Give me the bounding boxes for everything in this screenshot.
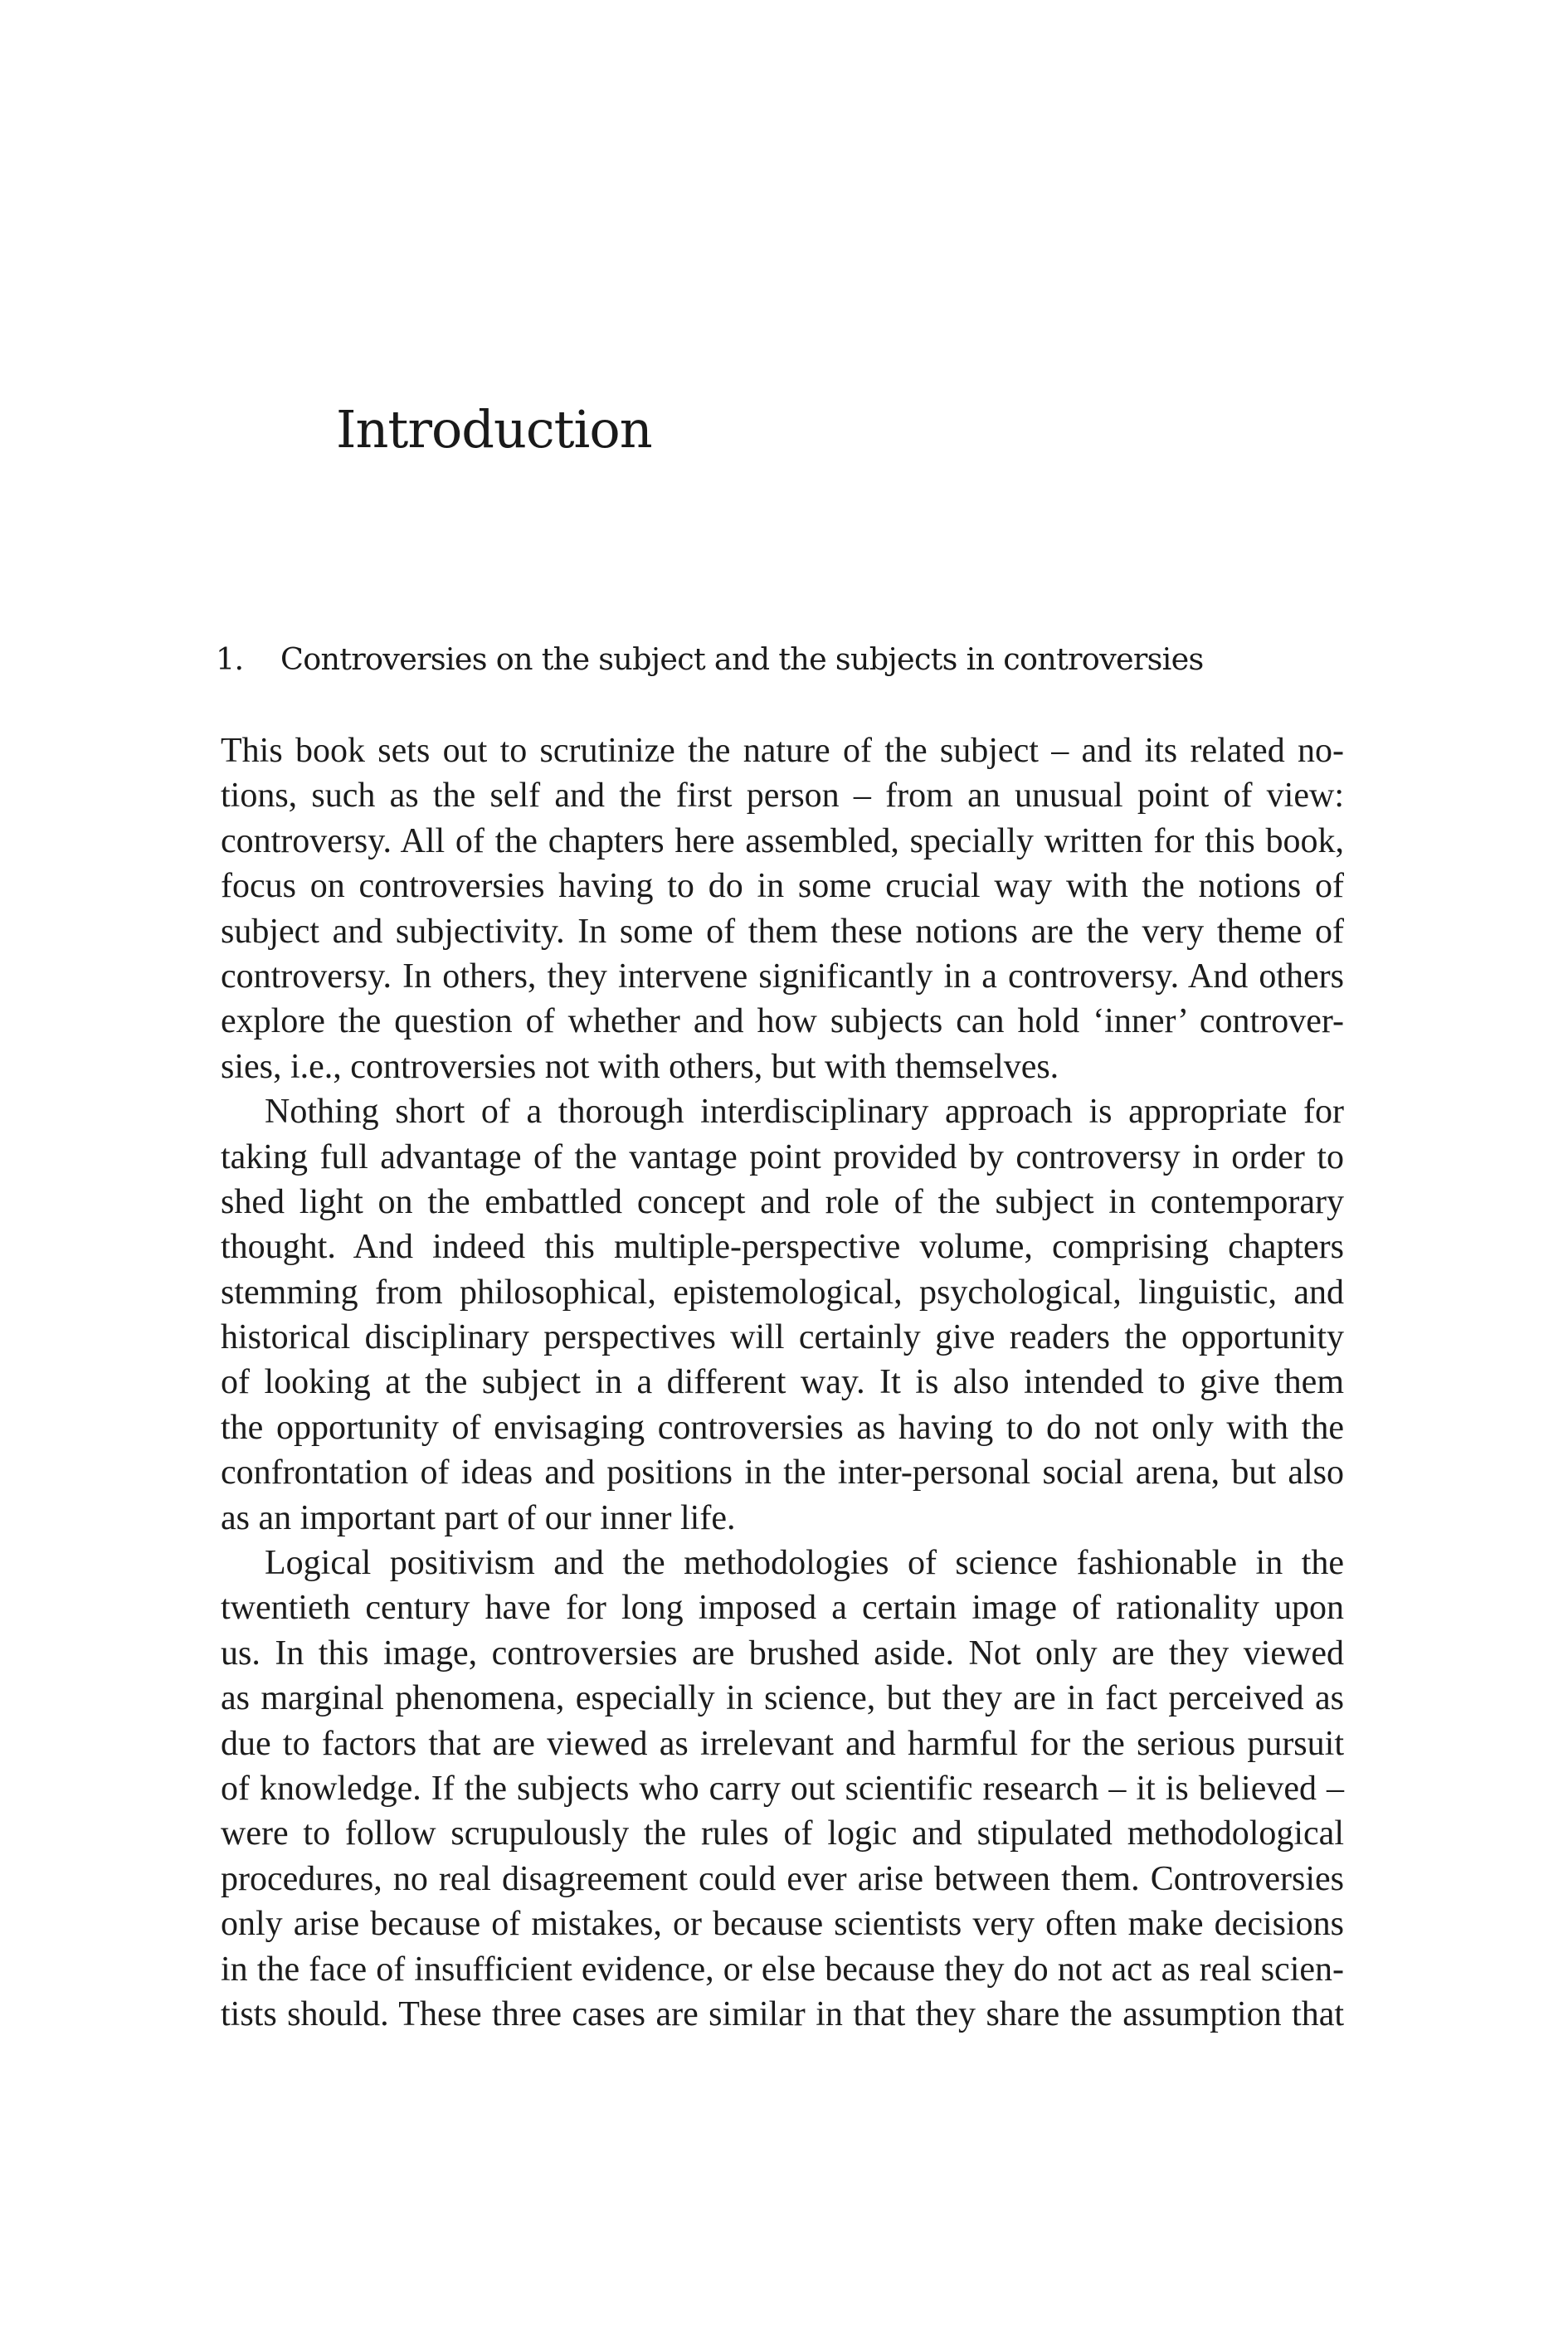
text-line: This book sets out to scrutinize the nature of the subject – and its related no- [221,732,1344,770]
text-line: shed light on the embattled concept and role of the subject in contemporary [221,1182,1344,1221]
text-line: taking full advantage of the vantage point provided by controversy in order to [221,1137,1344,1176]
text-line: stemming from philosophical, epistemological, psychological, linguistic, and [221,1273,1344,1312]
text-line: historical disciplinary perspectives will certainly give readers the opportunity [221,1318,1344,1357]
text-line: of looking at the subject in a different way. It is also intended to give them [221,1363,1344,1402]
paragraph [221,728,1344,1089]
text-line: confrontation of ideas and positions in the inter-personal social arena, but also [221,1454,1344,1493]
text-line: Nothing short of a thorough interdisciplinary approach is appropriate for [265,1093,1344,1132]
text-line: us. In this image, controversies are brushed aside. Not only are they viewed [221,1634,1344,1673]
text-line: due to factors that are viewed as irrelevant and harmful for the serious pursuit [221,1724,1344,1763]
paragraph [221,1089,1344,1541]
text-line: sies, i.e., controversies not with others, but with themselves. [221,1047,1059,1086]
text-line: of knowledge. If the subjects who carry out scientific research – it is believed – [221,1769,1344,1808]
text-line: focus on controversies having to do in some crucial way with the notions of [221,867,1344,906]
body-text [221,728,1344,2037]
text-line: Logical positivism and the methodologies of science fashionable in the [265,1544,1344,1583]
section-number: 1. [216,641,244,677]
paragraph [221,1541,1344,2037]
text-line: as marginal phenomena, especially in science, but they are in fact perceived as [221,1679,1344,1718]
text-line: as an important part of our inner life. [221,1498,736,1537]
text-line: twentieth century have for long imposed a certain image of rationality upon [221,1589,1344,1628]
text-line: in the face of insufficient evidence, or else because they do not act as real scien- [221,1950,1344,1989]
text-line: were to follow scrupulously the rules of logic and stipulated methodological [221,1814,1344,1853]
text-line: subject and subjectivity. In some of them these notions are the very theme of [221,912,1344,951]
text-line: tions, such as the self and the first person – from an unusual point of view: [221,777,1344,816]
text-line: thought. And indeed this multiple-perspective volume, comprising chapters [221,1228,1344,1267]
text-line: only arise because of mistakes, or because scientists very often make decisions [221,1905,1344,1944]
chapter-title: Introduction [336,399,652,460]
text-line: tists should. These three cases are similar in that they share the assumption that [221,1994,1344,2033]
text-line: explore the question of whether and how subjects can hold ‘inner’ controver- [221,1002,1344,1041]
text-line: controversy. All of the chapters here assembled, specially written for this book, [221,821,1344,860]
text-line: the opportunity of envisaging controversies as having to do not only with the [221,1408,1344,1447]
section-title: Controversies on the subject and the subjects in controversies [280,641,1204,677]
text-line: procedures, no real disagreement could ever arise between them. Controversies [221,1859,1344,1898]
section-heading [216,635,1204,684]
text-line: controversy. In others, they intervene significantly in a controversy. And others [221,957,1344,996]
